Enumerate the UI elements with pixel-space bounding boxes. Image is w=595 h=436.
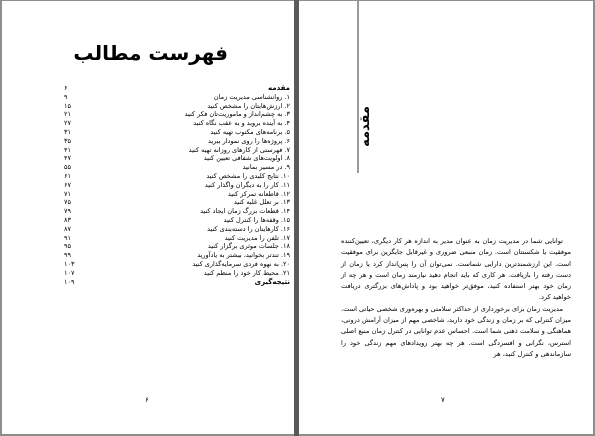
toc-entry[interactable]	[64, 198, 290, 207]
toc-entry-page: ۲۷	[64, 119, 71, 128]
toc-entry[interactable]	[64, 172, 290, 181]
toc-entry-label: ۱۸. جلسات موثری برگزار کنید	[207, 242, 290, 251]
toc-entry-label: ۱۴. قطعات بزرگ زمان ایجاد کنید	[200, 207, 290, 216]
chapter-heading: مقدمه	[357, 106, 373, 147]
toc-entry[interactable]	[64, 278, 290, 287]
toc-entry-page: ۴۱	[64, 145, 71, 154]
toc-entry[interactable]	[64, 207, 290, 216]
toc-entry[interactable]	[64, 110, 290, 119]
toc-entry-label: مقدمه	[268, 84, 290, 92]
toc-entry[interactable]	[64, 234, 290, 243]
toc-entry-page: ۶۱	[64, 171, 71, 180]
toc-entry-label: ۴. به آینده بروید و به عقب نگاه کنید	[193, 119, 290, 128]
toc-entry-label: ۱۳. بر تعلل غلبه کنید	[233, 198, 290, 207]
paragraph: توانایی شما در مدیریت زمان به عنوان مدیر به اندازه هر کار دیگری، تعیین‌کننده موفقیت یا شکستتان است. زمان منبعی ضروری و غیرقابل جایگزین برای موفقیت است. این ارزشمندترین دارایی شماست. نمی‌توان آن را پس‌انداز کرد یا زمان از دست رفته را بازیافت. هر کاری که باید انجام دهید نیازمند زمان است و هر چه از زمان خود بهتر استفاده کنید، موفق‌تر خواهید بود و پاداش‌های بزرگتری دریافت خواهید کرد.	[341, 237, 571, 302]
toc-entry[interactable]	[64, 242, 290, 251]
toc-entry[interactable]	[64, 146, 290, 155]
toc-entry-page: ۳۱	[64, 127, 71, 136]
toc-entry-page: ۶	[64, 84, 68, 92]
toc-entry[interactable]	[64, 181, 290, 190]
toc-entry-page: ۱۰۷	[64, 268, 75, 277]
toc-entry-label: ۱. روانشناسی مدیریت زمان	[213, 92, 290, 101]
toc-entry[interactable]	[64, 251, 290, 260]
toc-entry-page: ۶۷	[64, 180, 71, 189]
toc-entry-label: ۷. فهرستی از کارهای روزانه تهیه کنید	[188, 145, 290, 154]
toc-entry-page: ۸۳	[64, 215, 71, 224]
toc-entry[interactable]	[64, 216, 290, 225]
toc-entry[interactable]	[64, 260, 290, 269]
toc-entry[interactable]	[64, 190, 290, 199]
toc-entry-label: نتیجه‌گیری	[254, 277, 290, 286]
toc-entry-page: ۵۵	[64, 163, 71, 172]
toc-title: فهرست مطالب	[73, 41, 228, 65]
toc-entry-label: ۱۲. قاطعانه تمرکز کنید	[227, 189, 290, 198]
toc-entry-page: ۷۵	[64, 198, 71, 207]
toc-entry-label: ۵. برنامه‌های مکتوب تهیه کنید	[210, 127, 290, 136]
chapter-body	[341, 236, 571, 360]
paragraph: مدیریت زمان برای برخورداری از حداکثر سلامتی و بهره‌وری شخصی حیاتی است. میزان کنترلی که بر زمان و زندگی خود دارید، شاخصی مهم از میزان آرامش درونی، هماهنگی و سلامت ذهنی شما است. احساس عدم توانایی در کنترل زمان منبع اصلی استرس، نگرانی و افسردگی است. هر چه بهتر رویدادهای مهم زندگی خود را سازماندهی و کنترل کنید، هر	[341, 304, 571, 358]
chapter-vertical-rule	[357, 1, 359, 173]
toc-entry-page: ۹۹	[64, 251, 71, 260]
toc-entry[interactable]	[64, 102, 290, 111]
toc-entry-label: ۹. در مسیر بمانید	[242, 163, 290, 172]
page-number: ۶	[145, 396, 149, 404]
toc-entry-label: ۱۰. نتایج کلیدی را مشخص کنید	[206, 171, 290, 180]
toc-entry-page: ۱۰۳	[64, 259, 75, 268]
toc-entry[interactable]	[64, 269, 290, 278]
toc-entry-label: ۱۷. تلفن را مدیریت کنید	[224, 233, 290, 242]
toc-entry-label: ۲۱. محیط کار خود را منظم کنید	[203, 268, 290, 277]
toc-entry[interactable]	[64, 93, 290, 102]
toc-entry-page: ۷۹	[64, 207, 71, 216]
page-number: ۷	[441, 396, 445, 404]
toc-entry[interactable]	[64, 137, 290, 146]
toc-entry-page: ۱۰۹	[64, 277, 75, 286]
toc-entry-label: ۱۶. کارهایتان را دسته‌بندی کنید	[207, 224, 290, 233]
toc-entry-label: ۲۰. به نهوه فردی سرمایه‌گذاری کنید	[192, 259, 290, 268]
toc-entry-page: ۱۵	[64, 101, 71, 110]
table-of-contents	[64, 84, 290, 286]
toc-entry-page: ۹	[64, 92, 68, 101]
toc-entry-page: ۴۷	[64, 154, 71, 163]
toc-entry-page: ۷۱	[64, 189, 71, 198]
toc-entry[interactable]	[64, 128, 290, 137]
toc-entry[interactable]	[64, 84, 290, 93]
toc-entry-page: ۳۵	[64, 136, 71, 145]
toc-entry[interactable]	[64, 163, 290, 172]
toc-entry-label: ۳. به چشم‌انداز و ماموریت‌تان فکر کنید	[184, 110, 290, 119]
toc-entry-label: ۱۵. وقفه‌ها را کنترل کنید	[223, 215, 290, 224]
toc-entry-label: ۲. ارزش‌هایتان را مشخص کنید	[207, 101, 290, 110]
toc-entry-page: ۹۱	[64, 233, 71, 242]
toc-entry-label: ۱۱. کار را به دیگران واگذار کنید	[204, 180, 290, 189]
toc-entry-label: ۱۹. تندتر بخوانید، بیشتر به یادآورید	[197, 251, 290, 260]
toc-entry-page: ۲۱	[64, 110, 71, 119]
toc-entry-label: ۶. پروژه‌ها را روی نمودار ببرید	[207, 136, 290, 145]
toc-entry[interactable]	[64, 154, 290, 163]
toc-entry[interactable]	[64, 225, 290, 234]
toc-entry-page: ۹۵	[64, 242, 71, 251]
left-page	[2, 1, 294, 434]
toc-entry[interactable]	[64, 119, 290, 128]
toc-entry-page: ۸۷	[64, 224, 71, 233]
right-page	[299, 1, 593, 434]
toc-entry-label: ۸. اولویت‌های شفافی تعیین کنید	[203, 154, 290, 163]
